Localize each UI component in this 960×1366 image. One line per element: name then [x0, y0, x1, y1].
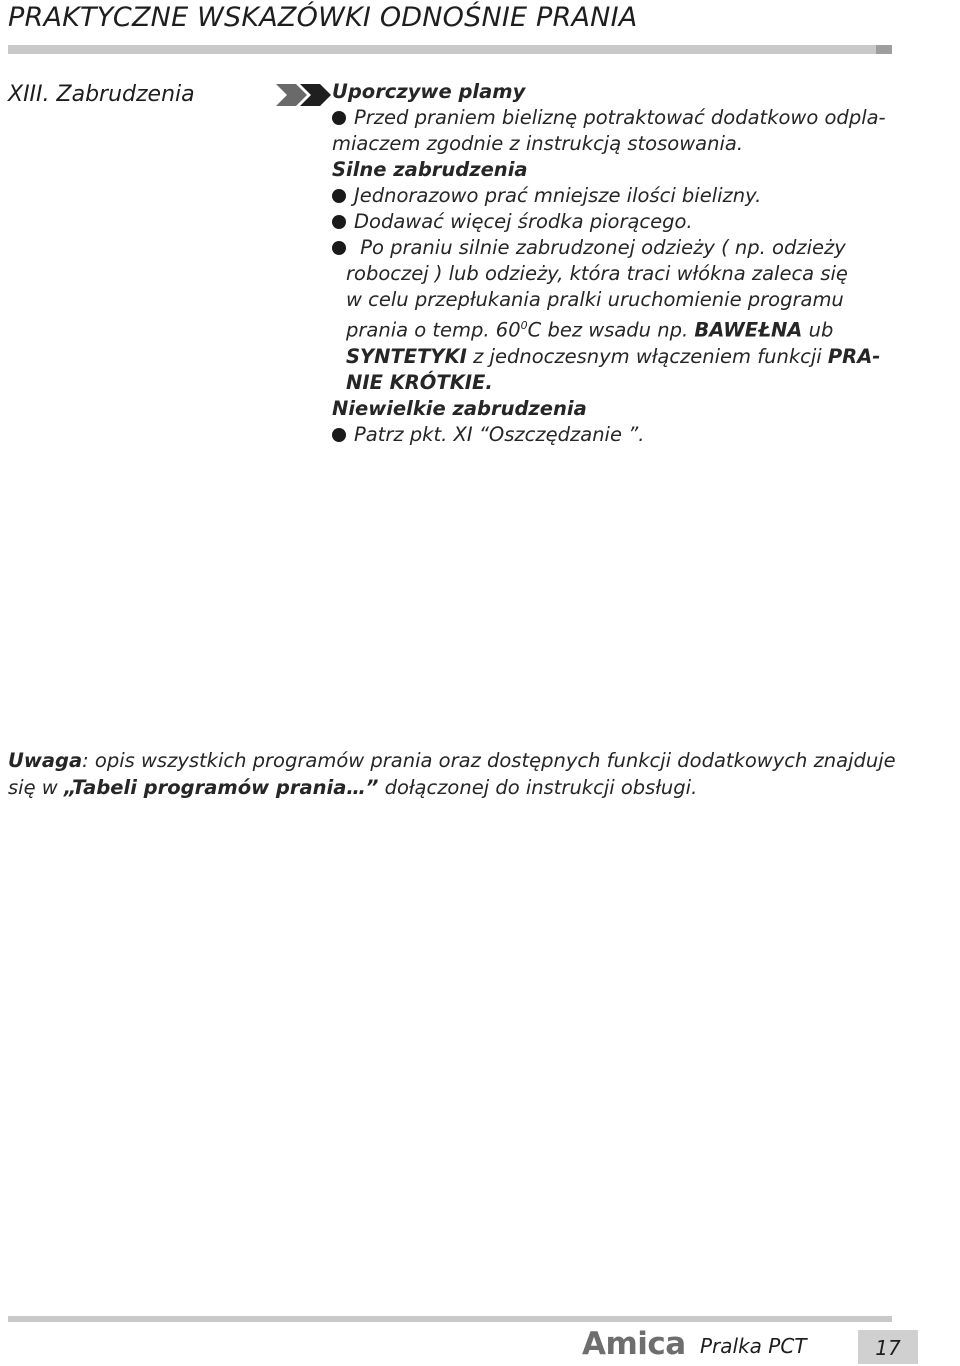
page-number: 17	[858, 1330, 918, 1364]
brand-logo: Amica	[582, 1326, 686, 1362]
function-short-wash: PRA-	[827, 344, 881, 368]
list-item-continuation: prania o temp. $60^0C$ bez wsadu np. BAWEŁNA ub	[346, 318, 834, 342]
list-item: Przed praniem bieliznę potraktować dodatkowo odpla-	[332, 105, 902, 131]
section-content	[332, 79, 902, 448]
degree-sign: 0	[520, 319, 528, 332]
list-item: Jednorazowo prać mniejsze ilości bielizny.	[332, 183, 902, 209]
list-item-continuation: roboczej ) lub odzieży, która traci włókna zaleca się	[346, 262, 848, 285]
list-item-continuation: w celu przepłukania pralki uruchomienie programu	[346, 288, 844, 311]
note-line: Uwaga: opis wszystkich programów prania oraz dostępnych funkcji dodatkowych znajduje	[8, 749, 896, 772]
subheading-light-soiling: Niewielkie zabrudzenia	[332, 396, 587, 420]
bullet-icon	[332, 215, 346, 229]
list-item-continuation: NIE KRÓTKIE.	[346, 370, 493, 394]
program-table-reference: „Tabeli programów prania…”	[63, 776, 379, 799]
list-item: Patrz pkt. XI “Oszczędzanie ”.	[332, 422, 902, 448]
bullet-icon	[332, 428, 346, 442]
program-cotton: BAWEŁNA	[694, 318, 803, 342]
bullet-icon	[332, 241, 346, 255]
program-synthetics: SYNTETYKI	[346, 344, 467, 368]
subheading-heavy-soiling: Silne zabrudzenia	[332, 158, 528, 181]
list-item-continuation: miaczem zgodnie z instrukcją stosowania.	[332, 132, 744, 155]
note-label: Uwaga	[8, 749, 83, 772]
note-line: się w „Tabeli programów prania…” dołączonej do instrukcji obsługi.	[8, 776, 698, 799]
section-heading: XIII. Zabrudzenia	[8, 82, 195, 107]
footer-divider	[8, 1316, 892, 1322]
bullet-icon	[332, 111, 346, 125]
header-divider	[8, 45, 892, 54]
note	[8, 747, 908, 801]
header-divider-end	[876, 45, 892, 54]
double-arrow-icon	[276, 84, 332, 106]
bullet-icon	[332, 189, 346, 203]
product-model: Pralka PCT	[700, 1334, 807, 1358]
subheading-stubborn-stains: Uporczywe plamy	[332, 80, 526, 103]
page-title: PRAKTYCZNE WSKAZÓWKI ODNOŚNIE PRANIA	[8, 2, 638, 33]
list-item: Dodawać więcej środka piorącego.	[332, 209, 902, 235]
list-item-continuation: SYNTETYKI z jednoczesnym włączeniem funkcji PRA-	[346, 344, 881, 368]
list-item: Po praniu silnie zabrudzonej odzieży ( np. odzieży	[332, 235, 902, 261]
